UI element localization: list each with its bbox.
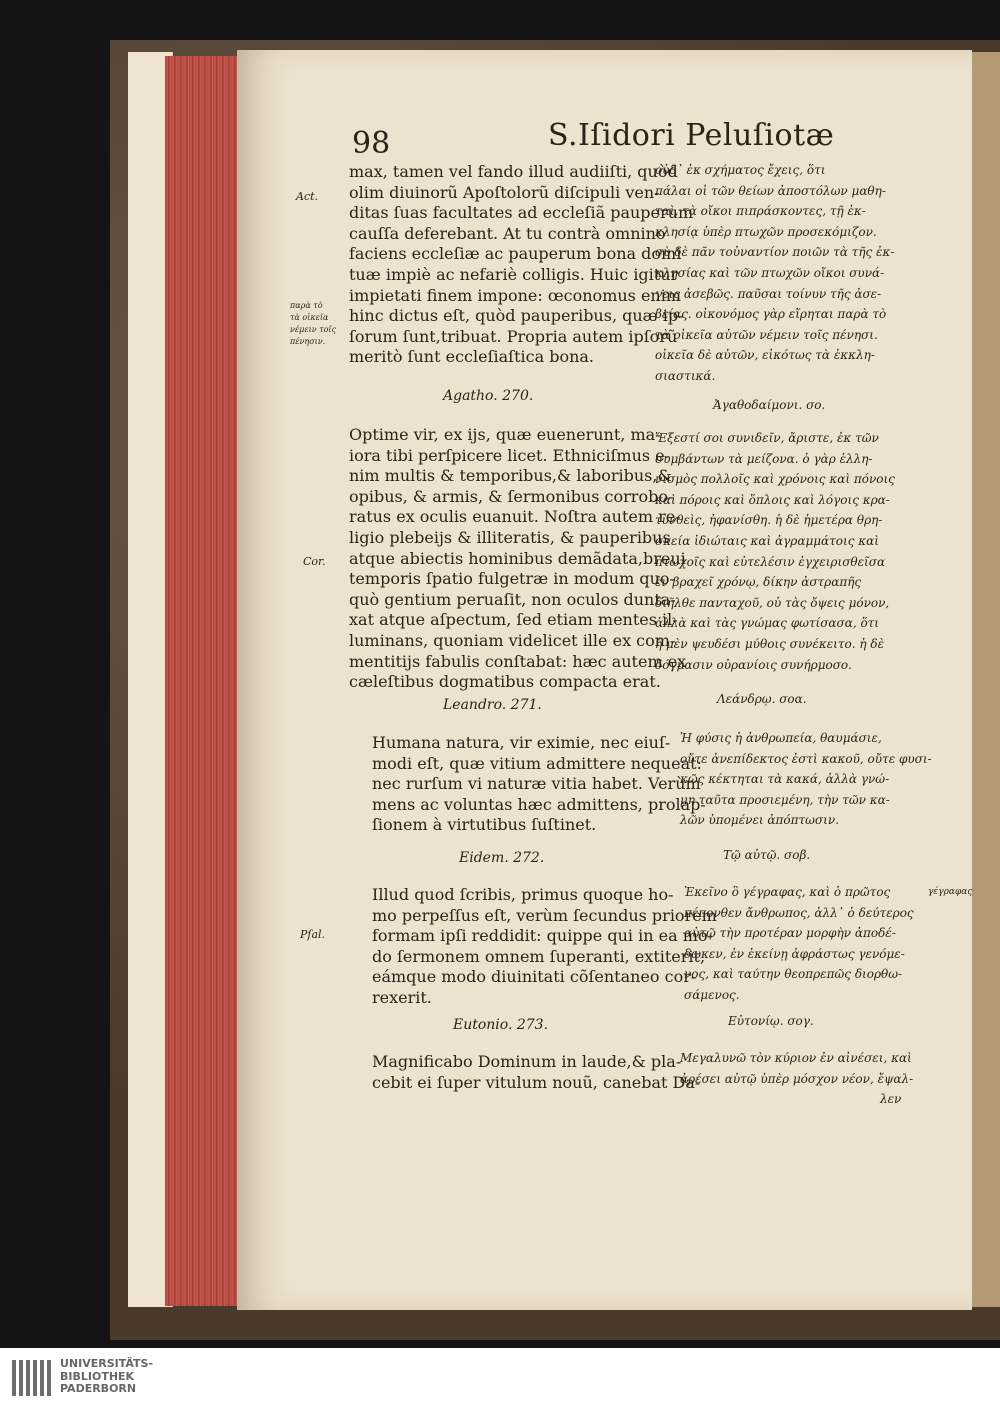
- margin-note-act: Act.: [296, 190, 319, 203]
- greek-line: συμβάντων τὰ μείζονα. ὁ γὰρ ἑλλη-: [655, 451, 873, 466]
- latin-line: iora tibi perſpicere licet. Ethniciſmus e-: [349, 445, 671, 465]
- latin-line: Humana natura, vir eximie, nec eiuſ-: [372, 733, 671, 752]
- greek-line: γεις ἀσεβῶς. παῦσαι τοίνυν τῆς ἀσε-: [655, 286, 882, 301]
- greek-text-block: [684, 882, 914, 1006]
- greek-line: ἀρέσει αὐτῷ ὑπὲρ μόσχον νέον, ἔψαλ-: [680, 1071, 914, 1086]
- latin-line: nim multis & temporibus,& laboribus,&: [349, 466, 672, 486]
- greek-line: αὐτῷ τὴν προτέραν μορφὴν ἀποδέ-: [684, 926, 896, 941]
- latin-line: ratus ex oculis euanuit. Noſtra autem re-: [349, 507, 681, 527]
- greek-line: Ἔξεστί σοι συνιδεῖν, ἄριστε, ἐκ τῶν: [655, 431, 879, 445]
- latin-line: mo perpeſſus eſt, verùm ſecundus priorem: [372, 905, 717, 925]
- greek-line: σὺ δὲ πᾶν τοὐναντίον ποιῶν τὰ τῆς ἐκ-: [655, 245, 895, 260]
- greek-line: ἀλλὰ καὶ τὰς γνώμας φωτίσασα, ὅτι: [655, 616, 880, 631]
- greek-line: οὐδ᾽ ἐκ σχήματος ἔχεις, ὅτι: [655, 163, 826, 177]
- latin-text-block: [372, 885, 717, 1009]
- greek-line: οἰκεῖα δὲ αὐτῶν, εἰκότως τὰ ἐκκλη-: [655, 348, 875, 363]
- greek-line: λῶν ὑπομένει ἀπόπτωσιν.: [680, 813, 839, 828]
- latin-line: tuæ impiè ac nefariè colligis. Huic igitur: [349, 264, 679, 284]
- greek-line: πτωχοῖς καὶ εὐτελέσιν ἐγχειρισθεῖσα: [655, 554, 886, 569]
- latin-line: meritò ſunt eccleſiaſtica bona.: [349, 347, 595, 367]
- latin-line: cauſſa deferebant. At tu contrà omnino: [349, 223, 666, 243]
- letter-heading-greek: Εὐτονίῳ. σογ.: [728, 1014, 814, 1028]
- latin-line: hinc dictus eſt, quòd pauperibus, quæ ip-: [349, 306, 684, 326]
- greek-line: σκεία ἰδιώταις καὶ ἀγραμμάτοις καὶ: [655, 533, 879, 548]
- margin-greek-note: [290, 300, 336, 348]
- greek-line: τὰ οἰκεῖα αὐτῶν νέμειν τοῖς πένησι.: [655, 327, 878, 342]
- greek-line: δόγμασιν οὐρανίοις συνήρμοσο.: [655, 657, 852, 672]
- latin-line: rexerit.: [372, 987, 432, 1007]
- latin-line: Magnificabo Dominum in laude,& pla-: [372, 1052, 682, 1071]
- greek-line: σάμενος.: [684, 987, 740, 1002]
- letter-heading-latin: Eidem. 272.: [459, 850, 545, 866]
- latin-line: mentitijs fabulis conſtabat: hæc autem ex: [349, 651, 687, 671]
- greek-line: πάλαι οἱ τῶν θείων ἀποστόλων μαθη-: [655, 183, 886, 198]
- university-library-logo-icon: [12, 1360, 52, 1396]
- greek-text-block: [680, 728, 932, 831]
- greek-line: οὔτε ἀνεπίδεκτος ἐστὶ κακοῦ, οὔτε φυσι-: [680, 751, 932, 766]
- latin-line: Optime vir, ex ijs, quæ euenerunt, ma-: [349, 425, 661, 444]
- latin-line: luminans, quoniam videlicet ille ex com-: [349, 630, 676, 650]
- greek-line: σιαστικά.: [655, 368, 716, 383]
- letter-heading-greek: Ἀγαθοδαίμονι. σο.: [713, 398, 826, 412]
- greek-line: Μεγαλυνῶ τὸν κύριον ἐν αἰνέσει, καὶ: [680, 1051, 912, 1065]
- letter-heading-greek: Τῷ αὐτῷ. σοβ.: [723, 848, 811, 862]
- latin-line: olim diuinorũ Apoſtolorũ diſcipuli ven-: [349, 182, 660, 202]
- greek-line: καὶ πόροις καὶ ὅπλοις καὶ λόγοις κρα-: [655, 492, 890, 507]
- greek-line: ταὶ, τὰ οἴκοι πιπράσκοντες, τῇ ἐκ-: [655, 204, 866, 219]
- latin-line: opibus, & armis, & ſermonibus corrobo-: [349, 486, 674, 506]
- latin-text-block: [372, 733, 706, 836]
- margin-note-cor: Cor.: [303, 555, 326, 568]
- greek-line: κῶς κέκτηται τὰ κακά, ἀλλὰ γνώ-: [680, 772, 890, 787]
- latin-line: cebit ei ſuper vitulum nouũ, canebat Da-: [372, 1072, 701, 1092]
- page-number: 98: [352, 126, 391, 161]
- greek-line: Ἐκεῖνο ὃ γέγραφας, καὶ ὁ πρῶτος: [684, 885, 891, 899]
- greek-text-block: [680, 1048, 913, 1110]
- latin-line: ſorum ſunt,tribuat. Propria autem ipſorũ: [349, 326, 678, 346]
- latin-line: ditas ſuas facultates ad eccleſiã pauperum: [349, 203, 694, 223]
- latin-line: atque abiectis hominibus demãdata,breui: [349, 548, 686, 568]
- greek-line: νισμὸς πολλοῖς καὶ χρόνοις καὶ πόνοις: [655, 472, 895, 487]
- greek-line: δωκεν, ἐν ἐκείνῃ ἀφράστως γενόμε-: [684, 946, 905, 961]
- latin-line: eámque modo diuinitati cõſentaneo cor-: [372, 967, 697, 987]
- greek-line: μη ταῦτα προσιεμένη, τὴν τῶν κα-: [680, 792, 890, 807]
- latin-line: xat atque aſpectum, ſed etiam mentes il-: [349, 610, 678, 630]
- latin-line: faciens eccleſiæ ac pauperum bona domi: [349, 244, 682, 264]
- latin-line: max, tamen vel fando illud audiiſti, quòd: [349, 162, 678, 181]
- margin-note-psal: Pſal.: [300, 928, 326, 941]
- greek-text-block: [655, 160, 894, 387]
- latin-line: do ſermonem omnem ſuperanti, extiterit,: [372, 946, 706, 966]
- greek-line: Ἡ φύσις ἡ ἀνθρωπεία, θαυμάσιε,: [680, 731, 882, 745]
- red-page-edges: [165, 56, 237, 1306]
- margin-greek-line: πένησιν.: [290, 337, 326, 346]
- latin-line: cæleſtibus dogmatibus compacta erat.: [349, 672, 661, 692]
- letter-heading-latin: Agatho. 270.: [443, 388, 534, 404]
- latin-line: formam ipſi reddidit: quippe qui in ea mo-: [372, 926, 713, 946]
- greek-line: βείας. οἰκονόμος γὰρ εἴρηται παρὰ τὸ: [655, 307, 887, 322]
- latin-line: ligio plebeijs & illiteratis, & pauperibus: [349, 527, 671, 547]
- margin-greek-line: νέμειν τοῖς: [290, 325, 337, 334]
- greek-line: κλησίας καὶ τῶν πτωχῶν οἴκοι συνά-: [655, 265, 885, 280]
- letter-heading-latin: Eutonio. 273.: [453, 1017, 549, 1033]
- margin-greek-right: γέγραφας: [928, 887, 973, 897]
- latin-line: quò gentium peruaſit, non oculos dunta-: [349, 589, 676, 609]
- latin-text-block: [349, 162, 693, 368]
- greek-line: λεν: [880, 1092, 902, 1107]
- letter-heading-latin: Leandro. 271.: [443, 697, 542, 713]
- greek-line: τυνθεὶς, ἠφανίσθη. ἡ δὲ ἡμετέρα θρη-: [655, 513, 883, 528]
- library-name: UNIVERSITÄTS- BIBLIOTHEK PADERBORN: [60, 1357, 154, 1395]
- running-head: S.Iſidori Peluſiotæ: [548, 118, 835, 153]
- latin-text-block: [372, 1052, 700, 1093]
- margin-greek-line: παρὰ τὸ: [290, 301, 323, 310]
- latin-line: temporis ſpatio fulgetræ in modum quo-: [349, 569, 675, 589]
- greek-line: διῆλθε πανταχοῦ, οὐ τὰς ὄψεις μόνον,: [655, 595, 890, 610]
- latin-line: impietati finem impone: œconomus enim: [349, 285, 682, 305]
- latin-line: mens ac voluntas hæc admittens, prolap-: [372, 794, 706, 814]
- margin-greek-line: τὰ οἰκεῖα: [290, 313, 329, 322]
- latin-text-block: [349, 425, 686, 693]
- greek-line: πέπονθεν ἄνθρωπος, ἀλλ᾽ ὁ δεύτερος: [684, 905, 914, 920]
- greek-line: ἐν βραχεῖ χρόνῳ, δίκην ἀστραπῆς: [655, 575, 862, 590]
- latin-line: nec rurſum vi naturæ vitia habet. Verùm: [372, 774, 701, 794]
- greek-line: νος, καὶ ταύτην θεοπρεπῶς διορθω-: [684, 967, 903, 982]
- greek-line: ἡ μὲν ψευδέσι μύθοις συνέκειτο. ἡ δὲ: [655, 636, 885, 651]
- right-page-edge: [968, 52, 1000, 1307]
- letter-heading-greek: Λεάνδρῳ. σοα.: [717, 692, 807, 706]
- latin-line: modi eſt, quæ vitium admittere nequeat:: [372, 753, 702, 773]
- latin-line: ſionem à virtutibus ſuſtinet.: [372, 815, 597, 835]
- greek-text-block: [655, 428, 895, 675]
- greek-line: κλησίᾳ ὑπὲρ πτωχῶν προσεκόμιζον.: [655, 224, 877, 239]
- latin-line: Illud quod ſcribis, primus quoque ho-: [372, 885, 674, 904]
